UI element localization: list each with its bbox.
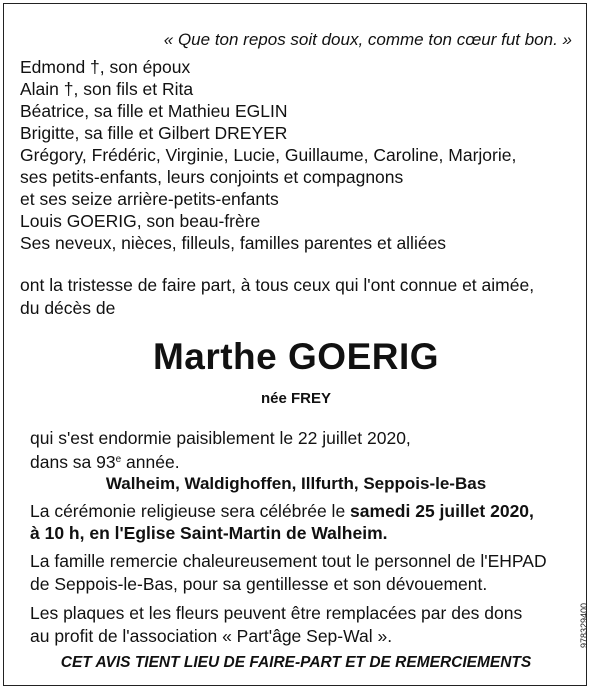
family-line: et ses seize arrière-petits-enfants <box>20 189 279 209</box>
thanks-text <box>30 550 547 596</box>
family-line: Grégory, Frédéric, Virginie, Lucie, Guillaume, Caroline, Marjorie, <box>20 145 517 165</box>
obituary-notice <box>3 3 587 686</box>
announcement <box>20 274 570 320</box>
family-line: Edmond †, son époux <box>20 57 191 77</box>
age-text-end: année. <box>121 452 180 472</box>
family-line: Ses neveux, nièces, filleuls, familles parentes et alliées <box>20 233 447 253</box>
deceased-name: Marthe GOERIG <box>152 336 440 377</box>
family-line: Alain †, son fils et Rita <box>20 79 194 99</box>
thanks-line: La famille remercie chaleureusement tout le personnel de l'EHPAD <box>30 551 547 571</box>
announcement-line: du décès de <box>20 298 116 318</box>
family-line: Brigitte, sa fille et Gilbert DREYER <box>20 123 288 143</box>
places-line: Walheim, Waldighoffen, Illfurth, Seppois-le-Bas <box>105 474 487 493</box>
family-line: Louis GOERIG, son beau-frère <box>20 211 261 231</box>
passing-details <box>30 427 411 473</box>
announcement-line: ont la tristesse de faire part, à tous ceux qui l'ont connue et aimée, <box>20 275 535 295</box>
donations-line: au profit de l'association « Part'âge Sep-Wal ». <box>30 626 393 646</box>
family-line: Béatrice, sa fille et Mathieu EGLIN <box>20 101 288 121</box>
ceremony-details <box>30 500 534 544</box>
thanks-line: de Seppois-le-Bas, pour sa gentillesse et son dévouement. <box>30 574 488 594</box>
ceremony-line <box>30 522 534 544</box>
ceremony-date: samedi 25 juillet 2020, <box>350 501 534 521</box>
ceremony-text: La cérémonie religieuse sera célébrée le <box>30 501 351 521</box>
footer-notice: CET AVIS TIENT LIEU DE FAIRE-PART ET DE REMERCIEMENTS <box>60 654 532 671</box>
passing-line <box>30 449 411 473</box>
maiden-name: née FREY <box>260 390 332 407</box>
reference-number: 978329400 <box>579 602 589 648</box>
donations-line: Les plaques et les fleurs peuvent être remplacées par des dons <box>30 603 523 623</box>
donations-text <box>30 602 522 648</box>
family-list <box>20 56 570 254</box>
epigraph-quote: « Que ton repos soit doux, comme ton cœur fut bon. » <box>163 30 572 49</box>
family-line: ses petits-enfants, leurs conjoints et compagnons <box>20 167 404 187</box>
ceremony-line <box>30 500 534 522</box>
age-text: dans sa 93 <box>30 452 116 472</box>
passing-line: qui s'est endormie paisiblement le 22 juillet 2020, <box>30 428 411 448</box>
ordinal-suffix: e <box>115 454 122 465</box>
ceremony-time-place: à 10 h, en l'Eglise Saint-Martin de Walheim. <box>30 523 388 543</box>
